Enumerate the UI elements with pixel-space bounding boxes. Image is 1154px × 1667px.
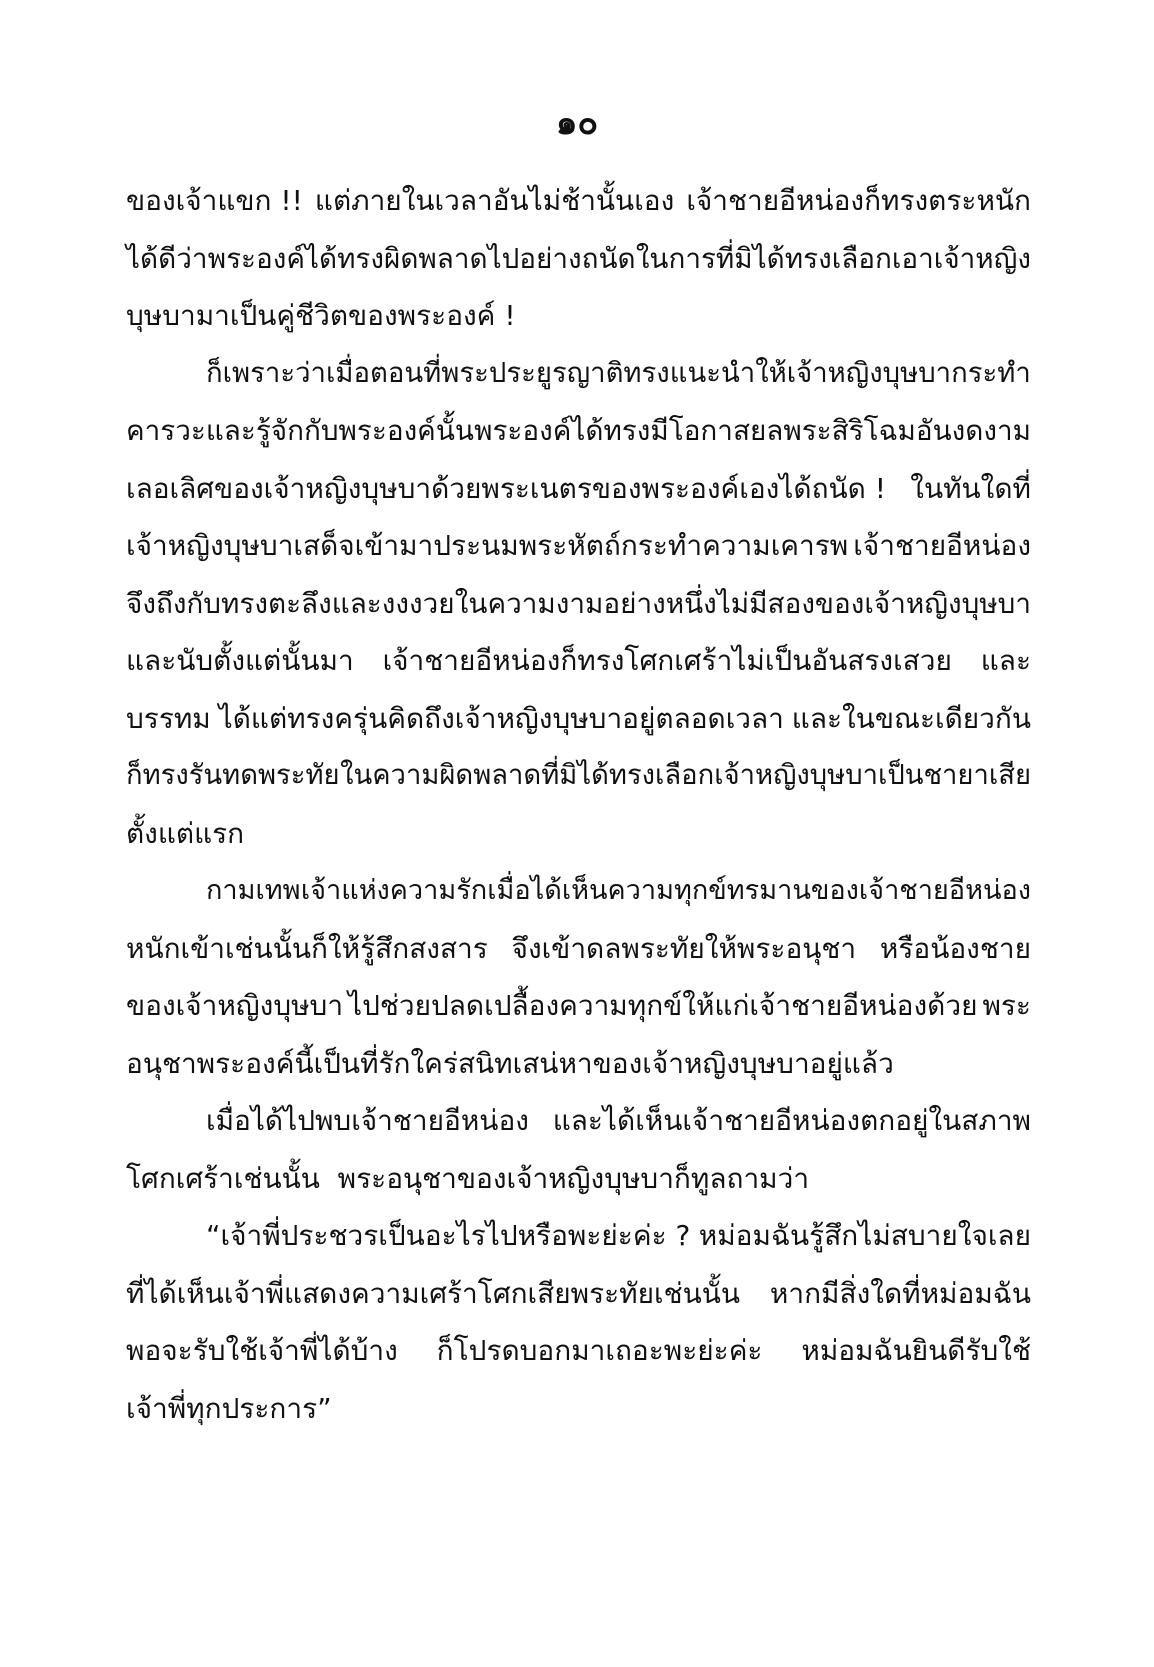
text-segment: เจ้าชายอีหน่องก็ทรงโศกเศร้าไม่เป็นอันสรงเสวย	[382, 644, 952, 677]
text-segment: เจ้าหญิงบุษบาเสด็จเข้ามาประนมพระหัตถ์กระทำความเคารพ	[126, 529, 849, 562]
text-segment: คารวะและรู้จักกับพระองค์นั้น	[126, 414, 474, 447]
text-segment: ในทันใดที่	[910, 471, 1031, 505]
text-segment: กามเทพ	[206, 875, 301, 906]
text-segment: หากมีสิ่งใดที่หม่อมฉัน	[769, 1276, 1031, 1310]
text-segment: ก็เพราะว่าเมื่อตอนที่พระประยูรญาติทรงแนะนำให้เจ้าหญิงบุษบากระทำ	[206, 356, 1031, 389]
text-segment: เมื่อได้ไปพบเจ้าชายอีหน่อง	[206, 1104, 529, 1137]
text-line	[126, 747, 1031, 805]
text-segment: บุษบามาเป็นคู่ชีวิตของพระองค์ !	[126, 299, 516, 332]
text-segment: หม่อมฉันรู้สึกไม่สบายใจเลย	[698, 1219, 1031, 1252]
text-segment: หม่อมฉันยินดีรับใช้	[801, 1334, 1031, 1367]
text-segment: ของเจ้าหญิงบุษบา	[126, 989, 344, 1022]
body-text	[126, 172, 1031, 1437]
text-line	[126, 805, 1031, 863]
text-line	[126, 862, 1031, 920]
text-line	[126, 1380, 1031, 1438]
text-segment: และ	[980, 644, 1031, 677]
text-segment: อนุชาพระองค์นี้เป็นที่รักใคร่สนิทเสน่หาของเจ้าหญิงบุษบาอยู่แล้ว	[126, 1046, 894, 1080]
text-segment: หรือน้องชาย	[879, 931, 1031, 965]
text-segment: ตั้งแต่แรก	[126, 816, 245, 850]
text-segment: ไปช่วยปลดเปลื้องความทุกข์ให้แก่เจ้าชายอีหน่องด้วย	[348, 989, 978, 1022]
text-line	[126, 920, 1031, 978]
text-segment: ของเจ้าแขก !!	[126, 184, 303, 217]
text-line	[126, 575, 1031, 633]
text-segment: พระ	[982, 989, 1031, 1022]
text-line	[126, 287, 1031, 345]
text-line	[126, 1322, 1031, 1380]
text-line	[126, 230, 1031, 288]
text-segment: “เจ้าพี่ประชวรเป็นอะไรไปหรือพะย่ะค่ะ ?	[206, 1219, 691, 1252]
text-line	[126, 690, 1031, 748]
text-segment: และนับตั้งแต่นั้นมา	[126, 644, 354, 677]
text-line	[126, 172, 1031, 230]
text-segment: ที่ได้เห็นเจ้าพี่แสดงความเศร้าโศกเสียพระทัยเช่นนั้น	[126, 1276, 741, 1310]
text-line	[126, 345, 1031, 403]
text-line	[126, 402, 1031, 460]
text-segment: พระองค์ได้ทรงมีโอกาสยลพระสิริโฉมอันงดงาม	[474, 414, 1031, 447]
text-segment: จึงถึงกับทรงตะลึงและงงงวย	[126, 586, 455, 620]
text-line	[126, 1035, 1031, 1093]
text-segment: ก็ทรงรันทดพระทัย	[126, 760, 340, 791]
text-segment: เจ้าชายอีหน่อง	[853, 529, 1031, 562]
text-segment: ก็โปรดบอกมาเถอะพะย่ะค่ะ	[436, 1334, 763, 1367]
text-segment: โศกเศร้าเช่นนั้น พระอนุชาของเจ้าหญิงบุษบาก็ทูลถามว่า	[126, 1161, 810, 1195]
text-line	[126, 632, 1031, 690]
text-segment: ในความงามอย่างหนึ่งไม่มีสองของเจ้าหญิงบุษบา	[454, 586, 1031, 620]
text-segment: ได้แต่ทรงครุ่นคิดถึงเจ้าหญิงบุษบาอยู่ตลอดเวลา	[218, 701, 784, 735]
text-segment: ได้ดีว่า	[126, 241, 208, 275]
text-segment: ในการที่มิได้ทรงเลือกเอาเจ้าหญิง	[635, 241, 1031, 275]
text-segment: และในขณะเดียวกัน	[791, 701, 1031, 735]
text-line	[126, 1092, 1031, 1150]
text-line	[126, 1207, 1031, 1265]
text-line	[126, 1150, 1031, 1208]
text-segment: เจ้าพี่ทุกประการ”	[126, 1391, 332, 1425]
text-segment: พอจะรับใช้เจ้าพี่ได้บ้าง	[126, 1334, 398, 1367]
text-segment: เลอเลิศของเจ้าหญิงบุษบาด้วยพระเนตรของพระองค์เองได้ถนัด !	[126, 471, 886, 505]
page-number: ๑๐	[555, 103, 599, 143]
text-segment: ในความผิดพลาดที่มิได้ทรงเลือกเจ้าหญิงบุษบาเป็นชายาเสีย	[340, 760, 1031, 791]
text-line	[126, 1265, 1031, 1323]
text-segment: และได้เห็นเจ้าชายอีหน่องตกอยู่ในสภาพ	[552, 1104, 1031, 1137]
text-line	[126, 460, 1031, 518]
text-segment: หนักเข้าเช่นนั้นก็ให้รู้สึกสงสาร	[126, 931, 488, 965]
text-segment: เจ้าแห่งความรักเมื่อได้เห็นความทุกข์ทรมานของเจ้าชายอีหน่อง	[300, 875, 1031, 906]
text-segment: แต่ภายในเวลาอันไม่ช้านั้นเอง	[314, 184, 675, 217]
text-line	[126, 517, 1031, 575]
text-segment: บรรทม	[126, 701, 211, 735]
text-segment: จึงเข้าดลพระทัยให้พระอนุชา	[511, 931, 857, 965]
text-segment: เจ้าชายอีหน่องก็ทรงตระหนัก	[686, 184, 1031, 217]
text-segment: พระองค์ได้ทรงผิดพลาดไปอย่างถนัด	[207, 241, 636, 275]
text-line	[126, 977, 1031, 1035]
